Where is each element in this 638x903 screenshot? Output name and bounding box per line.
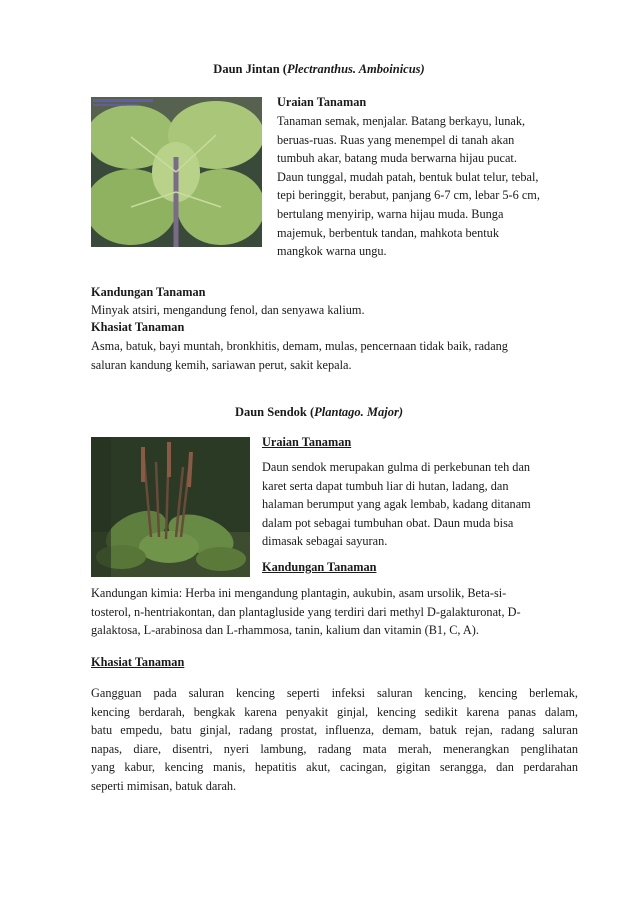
- plant2-description-line: karet serta dapat tumbuh liar di hutan, ladang, dan: [262, 478, 509, 493]
- plant2-description-line: dalam pot sebagai tumbuhan obat. Daun muda bisa: [262, 515, 514, 530]
- plant2-content-heading: Kandungan Tanaman: [262, 560, 377, 574]
- plant1-content-heading: Kandungan Tanaman: [91, 285, 206, 299]
- plant1-title-name: Daun Jintan (: [213, 62, 287, 76]
- plant1-title-latin: Plectranthus. Amboinicus): [286, 62, 425, 76]
- plant1-photo: [91, 97, 262, 247]
- plant1-benefit-line: Asma, batuk, bayi muntah, bronkhitis, demam, mulas, pencernaan tidak baik, radang: [91, 339, 508, 353]
- plant2-title-name: Daun Sendok (: [234, 405, 315, 419]
- plant2-description-line: halaman berumput yang agak lembab, kadang ditanam: [262, 497, 531, 512]
- plant1-content-text: Minyak atsiri, mengandung fenol, dan senyawa kalium.: [91, 303, 365, 317]
- plant2-benefit-line: seperti mimisan, batuk darah.: [91, 778, 237, 793]
- plant1-description-line: mangkok warna ungu.: [277, 244, 387, 259]
- plant1-title: [0, 62, 638, 77]
- plant2-content: [91, 584, 571, 640]
- plant2-description-line: Daun sendok merupakan gulma di perkebunan teh dan: [262, 460, 531, 474]
- plant2-content-line: galaktosa, L-arabinosa dan L-rhammosa, tanin, kalium dan vitamin (B1, C, A).: [91, 623, 479, 638]
- plant1-description: [277, 112, 577, 261]
- plant2-title: [0, 405, 638, 420]
- plant1-benefit: [91, 337, 571, 374]
- plant1-description-line: majemuk, berbentuk tandan, mahkota bentuk: [277, 225, 499, 240]
- plant2-content-line: tosterol, n-hentriakontan, dan plantagluside yang terdiri dari methyl D-galakturonat, D-: [91, 604, 521, 619]
- plant1-description-line: Tanaman semak, menjalar. Batang berkayu, lunak,: [277, 114, 526, 128]
- plant2-benefit-heading: Khasiat Tanaman: [91, 655, 185, 669]
- plant2-content-line: Kandungan kimia: Herba ini mengandung plantagin, aukubin, asam ursolik, Beta-si-: [91, 586, 507, 600]
- plant1-description-line: tumbuh akar, batang muda berwarna hijau pucat.: [277, 151, 517, 166]
- plant1-description-line: bertulang menyirip, warna hijau muda. Bunga: [277, 206, 504, 221]
- plant2-description-heading: Uraian Tanaman: [262, 435, 352, 449]
- plant2-description-line: dimasak sebagai sayuran.: [262, 534, 388, 549]
- plant1-description-line: Daun tunggal, mudah patah, bentuk bulat telur, tebal,: [277, 169, 539, 184]
- plant2-benefit-line: yang kabur, kencing manis, hepatitis akut, cacingan, gigitan serangga, dan perdarahan: [91, 760, 578, 775]
- plant2-description: [262, 458, 582, 551]
- plant2-photo: [91, 437, 250, 577]
- plant2-benefit: [91, 684, 578, 796]
- plant1-benefit-heading: Khasiat Tanaman: [91, 320, 185, 334]
- sendok-plant-icon: [91, 437, 250, 577]
- jintan-leaves-icon: [91, 97, 262, 247]
- plant2-benefit-line: kencing berdarah, bengkak karena penyakit ginjal, kencing sedikit karena panas dalam,: [91, 704, 578, 719]
- plant2-benefit-line: napas, diare, disentri, nyeri lambung, radang mata merah, menerangkan penglihatan: [91, 741, 578, 756]
- plant1-description-line: beruas-ruas. Ruas yang menempel di tanah akan: [277, 132, 515, 147]
- plant1-benefit-line: saluran kandung kemih, sariawan perut, sakit kepala.: [91, 357, 352, 372]
- plant1-description-heading: Uraian Tanaman: [277, 95, 367, 109]
- plant2-benefit-line: batu empedu, batu ginjal, radang prostat, influenza, demam, batuk rejan, radang saluran: [91, 723, 578, 738]
- plant2-title-latin: Plantago. Major): [314, 405, 404, 419]
- plant2-benefit-line: Gangguan pada saluran kencing seperti infeksi saluran kencing, kencing berlemak,: [91, 686, 578, 700]
- plant1-description-line: tepi beringgit, berabut, panjang 6-7 cm, lebar 5-6 cm,: [277, 188, 540, 203]
